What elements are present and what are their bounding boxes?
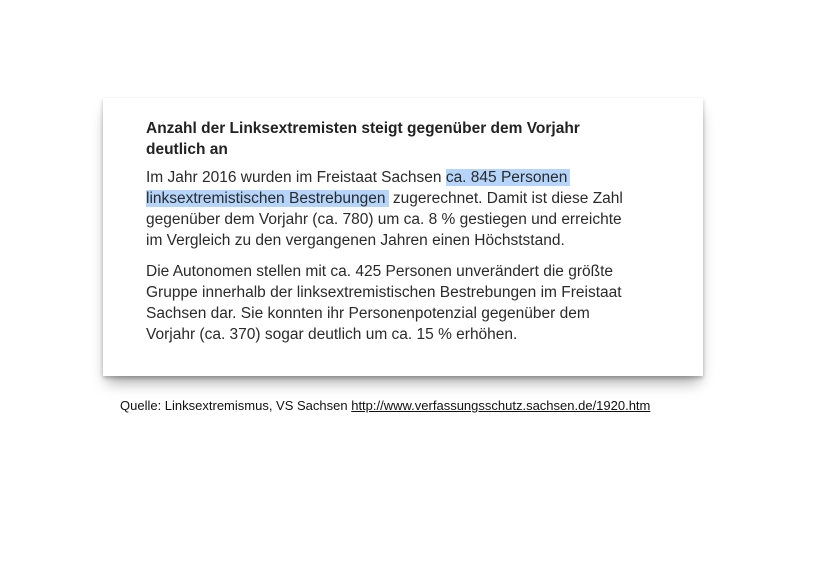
source-link[interactable]: http://www.verfassungsschutz.sachsen.de/1920.htm (351, 398, 651, 413)
document-excerpt-card (103, 98, 703, 376)
highlighted-text-1: ca. 845 Personen (446, 169, 571, 186)
excerpt-content (146, 118, 686, 355)
paragraph-2 (146, 261, 686, 345)
source-label: Quelle: Linksextremismus, VS Sachsen (120, 398, 352, 413)
source-caption (120, 397, 650, 415)
heading-line-1: Anzahl der Linksextremisten steigt gegenüber dem Vorjahr (146, 120, 580, 137)
paragraph-1 (146, 167, 686, 251)
p1-line-3: gegenüber dem Vorjahr (ca. 780) um ca. 8 % gestiegen und erreichte (146, 211, 622, 228)
heading-line-2: deutlich an (146, 141, 228, 158)
p2-line-3: Sachsen dar. Sie konnten ihr Personenpotenzial gegenüber dem (146, 305, 590, 322)
p1-line-2-text: zugerechnet. Damit ist diese Zahl (388, 190, 623, 207)
p2-line-2: Gruppe innerhalb der linksextremistischen Bestrebungen im Freistaat (146, 284, 622, 301)
p2-line-4: Vorjahr (ca. 370) sogar deutlich um ca. 15 % erhöhen. (146, 326, 518, 343)
p2-line-1: Die Autonomen stellen mit ca. 425 Personen unverändert die größte (146, 263, 613, 280)
p1-line-1-text: Im Jahr 2016 wurden im Freistaat Sachsen (146, 169, 446, 186)
excerpt-heading (146, 118, 686, 160)
highlighted-text-2: linksextremistischen Bestrebungen (146, 190, 389, 207)
p1-line-4: im Vergleich zu den vergangenen Jahren einen Höchststand. (146, 232, 565, 249)
